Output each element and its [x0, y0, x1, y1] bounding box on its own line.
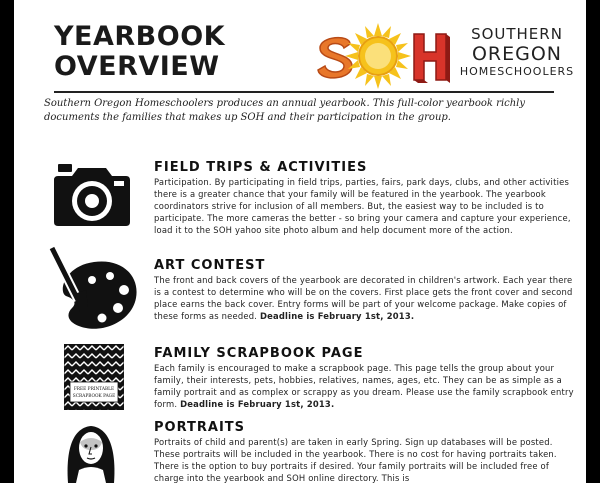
section-heading: ART CONTEST	[154, 258, 266, 273]
org-line-1: SOUTHERN	[471, 25, 563, 43]
sun-icon	[345, 23, 411, 89]
section-heading: PORTRAITS	[154, 420, 246, 435]
section-deadline: Deadline is February 1st, 2013.	[180, 399, 335, 409]
section-text: Portraits of child and parent(s) are taken in early Spring. Sign up databases will be posted. These portraits will be included in the yearbook. There is no cost for having portraits taken. There is the option to buy portraits if desired. Your family portraits will be included free of charge into the yearbook and SOH online directory. This is	[154, 437, 557, 483]
yearbook-page	[14, 0, 586, 483]
portrait-icon	[56, 420, 126, 483]
org-line-2: OREGON	[471, 43, 563, 65]
section-field-trips	[154, 160, 574, 236]
art-palette-icon	[42, 246, 142, 334]
section-text: Participation. By participating in field trips, parties, fairs, park days, clubs, and other activities there is a greater chance that your family will be featured in the yearbook. The yearbook coordinators strive for inclusion of all members. But, the easiest way to be included is to participate. The more cameras the better - so bring your camera and capture your experience, load it to the SOH yahoo site photo album and help document more of the action.	[154, 177, 571, 235]
section-heading: FIELD TRIPS & ACTIVITIES	[154, 160, 368, 175]
org-line-3: HOMESCHOOLERS	[459, 65, 575, 78]
section-text: Each family is encouraged to make a scrapbook page. This page tells the group about your family, their interests, pets, hobbies, relatives, names, ages, etc. They can be as simple as a family portrait and as complex or scrappy as you dream. Please use the family scrapbook entry form.	[154, 363, 574, 409]
section-heading: FAMILY SCRAPBOOK PAGE	[154, 346, 364, 361]
section-art-contest	[154, 258, 574, 322]
section-text: The front and back covers of the yearbook are decorated in children's artwork. Each year there is a contest to determine who will be on the covers. First place gets the front cover and second place earns the back cover. Entry forms will be part of your welcome package. Make copies of these forms as needed.	[154, 275, 573, 321]
section-body	[154, 176, 574, 236]
header-divider	[54, 91, 554, 93]
section-family-scrapbook	[154, 346, 574, 410]
section-body	[154, 436, 574, 483]
section-body	[154, 362, 574, 410]
page-title	[54, 22, 225, 82]
org-name	[457, 25, 577, 79]
intro-text: Southern Oregon Homeschoolers produces an annual yearbook. This full-color yearbook richly documents the families that makes up SOH and their participation in the group.	[44, 98, 526, 123]
title-line-1: YEARBOOK	[54, 21, 226, 52]
svg-text:SCRAPBOOK PAGE: SCRAPBOOK PAGE	[72, 394, 116, 399]
title-line-2: OVERVIEW	[54, 51, 220, 82]
svg-text:FREE PRINTABLE: FREE PRINTABLE	[73, 387, 115, 392]
section-portraits	[154, 420, 574, 483]
camera-icon	[52, 162, 132, 228]
section-deadline: Deadline is February 1st, 2013.	[259, 311, 415, 321]
scrapbook-page-icon	[64, 344, 124, 410]
section-body	[154, 274, 574, 322]
